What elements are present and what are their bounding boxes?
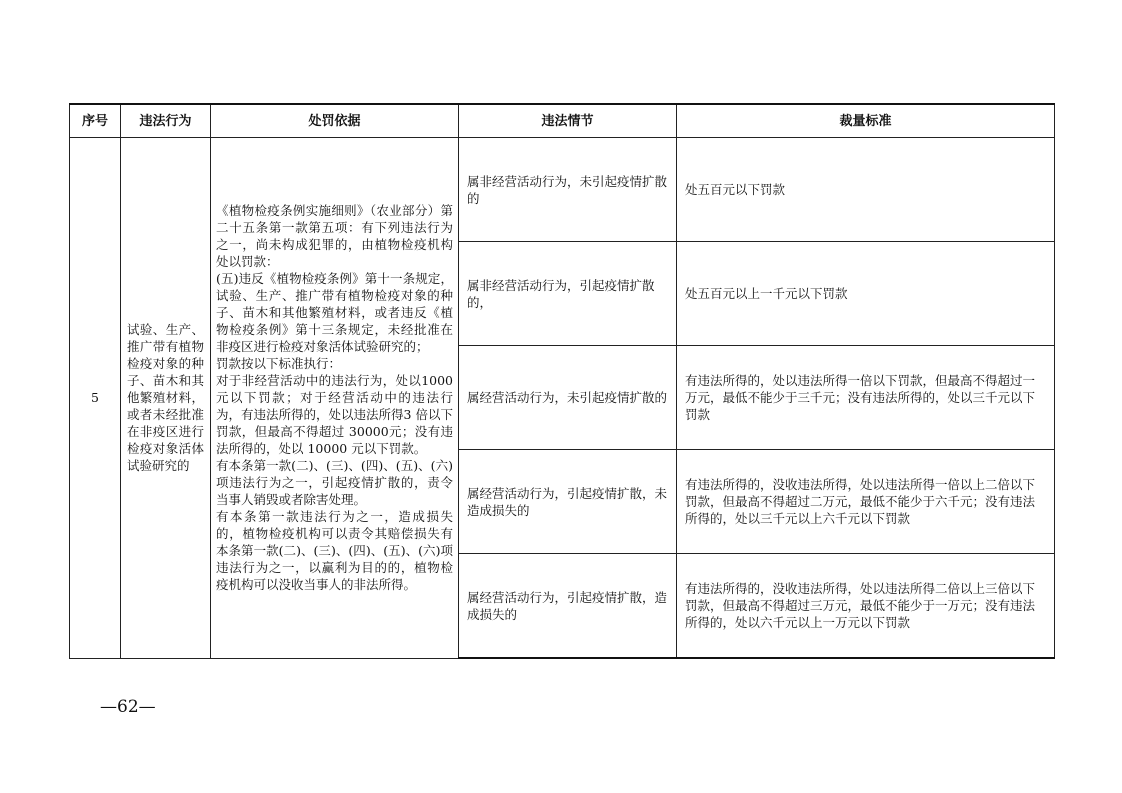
circumstance-cell: 属非经营活动行为，未引起疫情扩散的 bbox=[459, 138, 677, 242]
circumstance-cell: 属经营活动行为，引起疫情扩散，未造成损失的 bbox=[459, 450, 677, 554]
header-seq: 序号 bbox=[70, 104, 121, 138]
header-circumstance: 违法情节 bbox=[459, 104, 677, 138]
circumstance-cell: 属经营活动行为，引起疫情扩散，造成损失的 bbox=[459, 554, 677, 659]
header-basis: 处罚依据 bbox=[211, 104, 459, 138]
table-row bbox=[70, 138, 1055, 242]
header-act: 违法行为 bbox=[121, 104, 211, 138]
penalty-table bbox=[69, 103, 1055, 659]
violation-act-cell: 试验、生产、推广带有植物检疫对象的种子、苗木和其他繁殖材料，或者未经批准在非疫区进行检疫对象活体试验研究的 bbox=[121, 138, 211, 659]
circumstance-cell: 属经营活动行为，未引起疫情扩散的 bbox=[459, 346, 677, 450]
basis-paragraph: 对于非经营活动中的违法行为，处以1000 元以下罚款；对于经营活动中的违法行为，有违法所得的，处以违法所得3 倍以下罚款，但最高不得超过 30000元；没有违法所得的，处以 10000 元以下罚款。 bbox=[216, 373, 453, 457]
circumstance-cell: 属非经营活动行为，引起疫情扩散的， bbox=[459, 242, 677, 346]
seq-cell: 5 bbox=[70, 138, 121, 659]
header-standard: 裁量标准 bbox=[677, 104, 1055, 138]
standard-cell: 有违法所得的，没收违法所得，处以违法所得一倍以上二倍以下罚款，但最高不得超过二万元，最低不能少于六千元；没有违法所得的，处以三千元以上六千元以下罚款 bbox=[677, 450, 1055, 554]
standard-cell: 有违法所得的，没收违法所得，处以违法所得二倍以上三倍以下罚款，但最高不得超过三万元，最低不能少于一万元；没有违法所得的，处以六千元以上一万元以下罚款 bbox=[677, 554, 1055, 659]
table-header-row bbox=[70, 104, 1055, 138]
standard-cell: 处五百元以上一千元以下罚款 bbox=[677, 242, 1055, 346]
penalty-basis-cell bbox=[211, 138, 459, 659]
standard-cell: 处五百元以下罚款 bbox=[677, 138, 1055, 242]
basis-paragraph: (五)违反《植物检疫条例》第十一条规定，试验、生产、推广带有植物检疫对象的种子、苗木和其他繁殖材料，或者违反《植物检疫条例》第十三条规定，未经批准在非疫区进行检疫对象活体试验研究的； bbox=[216, 271, 453, 355]
standard-cell: 有违法所得的，处以违法所得一倍以下罚款，但最高不得超过一万元，最低不能少于三千元；没有违法所得的，处以三千元以下罚款 bbox=[677, 346, 1055, 450]
basis-paragraph: 有本条第一款(二)、(三)、(四)、(五)、(六)项违法行为之一，引起疫情扩散的，责令当事人销毁或者除害处理。 bbox=[216, 458, 453, 508]
page-number: —62— bbox=[100, 697, 156, 717]
basis-paragraph: 罚款按以下标准执行： bbox=[216, 356, 342, 372]
basis-paragraph: 《植物检疫条例实施细则》（农业部分）第二十五条第一款第五项：有下列违法行为之一，尚未构成犯罪的，由植物检疫机构处以罚款： bbox=[216, 203, 453, 270]
basis-paragraph: 有本条第一款违法行为之一，造成损失的，植物检疫机构可以责令其赔偿损失有本条第一款(二)、(三)、(四)、(五)、(六)项违法行为之一，以赢利为目的的，植物检疫机构可以没收当事人的非法所得。 bbox=[216, 509, 453, 593]
